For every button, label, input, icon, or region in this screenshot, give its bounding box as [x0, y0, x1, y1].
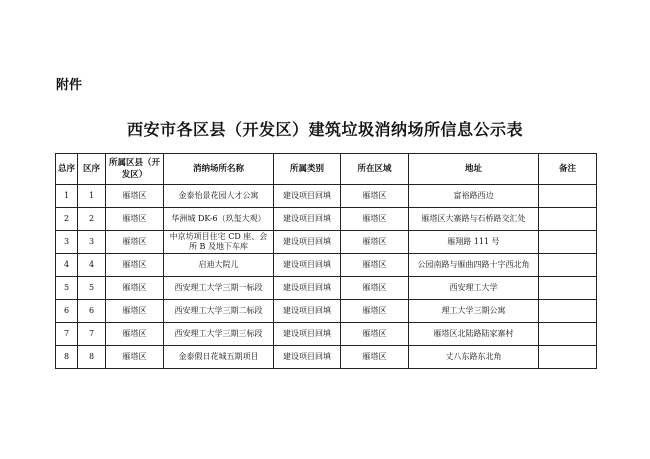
- cell-address: 雁塔区大寨路与石桥路交汇处: [409, 208, 539, 231]
- cell-remarks: [539, 208, 597, 231]
- cell-district-no: 5: [78, 277, 106, 300]
- cell-address: 西安理工大学: [409, 277, 539, 300]
- cell-remarks: [539, 346, 597, 369]
- cell-site-name: 西安理工大学三期二标段: [164, 300, 274, 323]
- cell-remarks: [539, 185, 597, 208]
- header-address: 地址: [409, 154, 539, 185]
- cell-district: 雁塔区: [106, 231, 164, 254]
- cell-overall-no: 6: [56, 300, 78, 323]
- cell-area: 雁塔区: [341, 208, 409, 231]
- cell-site-name: 金泰怡景花园人才公寓: [164, 185, 274, 208]
- table-row: [56, 185, 597, 208]
- cell-district-no: 7: [78, 323, 106, 346]
- header-district: 所属区县（开发区）: [106, 154, 164, 185]
- cell-site-name: 启迪大院儿: [164, 254, 274, 277]
- cell-district-no: 8: [78, 346, 106, 369]
- cell-district-no: 6: [78, 300, 106, 323]
- cell-district-no: 4: [78, 254, 106, 277]
- cell-site-name: 西安理工大学三期三标段: [164, 323, 274, 346]
- cell-district: 雁塔区: [106, 346, 164, 369]
- cell-site-name: 金泰假日花城五期项目: [164, 346, 274, 369]
- cell-category: 建设项目回填: [274, 277, 341, 300]
- cell-district: 雁塔区: [106, 208, 164, 231]
- cell-overall-no: 7: [56, 323, 78, 346]
- cell-area: 雁塔区: [341, 231, 409, 254]
- cell-district-no: 3: [78, 231, 106, 254]
- cell-site-name: 中京坊项目住宅 CD 座、会所 B 及地下车库: [164, 231, 274, 254]
- cell-area: 雁塔区: [341, 254, 409, 277]
- cell-overall-no: 3: [56, 231, 78, 254]
- cell-address: 丈八东路东北角: [409, 346, 539, 369]
- cell-category: 建设项目回填: [274, 346, 341, 369]
- header-category: 所属类别: [274, 154, 341, 185]
- disposal-site-table: [55, 153, 597, 369]
- cell-overall-no: 2: [56, 208, 78, 231]
- table-row: [56, 300, 597, 323]
- cell-remarks: [539, 277, 597, 300]
- cell-district: 雁塔区: [106, 277, 164, 300]
- cell-area: 雁塔区: [341, 185, 409, 208]
- header-remarks: 备注: [539, 154, 597, 185]
- header-overall-no: 总序: [56, 154, 78, 185]
- cell-site-name: 华洲城 DK-6（玖玺大观）: [164, 208, 274, 231]
- cell-area: 雁塔区: [341, 323, 409, 346]
- cell-remarks: [539, 300, 597, 323]
- cell-area: 雁塔区: [341, 300, 409, 323]
- table-header-row: [56, 154, 597, 185]
- cell-overall-no: 4: [56, 254, 78, 277]
- cell-district: 雁塔区: [106, 323, 164, 346]
- cell-category: 建设项目回填: [274, 208, 341, 231]
- cell-category: 建设项目回填: [274, 323, 341, 346]
- table-row: [56, 277, 597, 300]
- table-row: [56, 254, 597, 277]
- cell-category: 建设项目回填: [274, 254, 341, 277]
- cell-overall-no: 8: [56, 346, 78, 369]
- cell-district: 雁塔区: [106, 254, 164, 277]
- cell-district-no: 2: [78, 208, 106, 231]
- cell-area: 雁塔区: [341, 277, 409, 300]
- cell-remarks: [539, 254, 597, 277]
- cell-address: 理工大学三期公寓: [409, 300, 539, 323]
- header-area: 所在区域: [341, 154, 409, 185]
- cell-district: 雁塔区: [106, 185, 164, 208]
- cell-overall-no: 1: [56, 185, 78, 208]
- cell-area: 雁塔区: [341, 346, 409, 369]
- cell-overall-no: 5: [56, 277, 78, 300]
- cell-address: 雁塔区北陆路陆家寨村: [409, 323, 539, 346]
- cell-address: 公园南路与雁曲四路十字西北角: [409, 254, 539, 277]
- cell-site-name: 西安理工大学三期一标段: [164, 277, 274, 300]
- cell-district-no: 1: [78, 185, 106, 208]
- annex-label: 附件: [56, 78, 83, 93]
- header-district-no: 区序: [78, 154, 106, 185]
- table-row: [56, 208, 597, 231]
- header-site-name: 消纳场所名称: [164, 154, 274, 185]
- cell-category: 建设项目回填: [274, 185, 341, 208]
- cell-category: 建设项目回填: [274, 231, 341, 254]
- table-row: [56, 346, 597, 369]
- table-row: [56, 231, 597, 254]
- cell-address: 富裕路西边: [409, 185, 539, 208]
- cell-remarks: [539, 231, 597, 254]
- cell-address: 雁翔路 111 号: [409, 231, 539, 254]
- cell-category: 建设项目回填: [274, 300, 341, 323]
- cell-district: 雁塔区: [106, 300, 164, 323]
- cell-remarks: [539, 323, 597, 346]
- document-title: 西安市各区县（开发区）建筑垃圾消纳场所信息公示表: [126, 120, 523, 139]
- table-row: [56, 323, 597, 346]
